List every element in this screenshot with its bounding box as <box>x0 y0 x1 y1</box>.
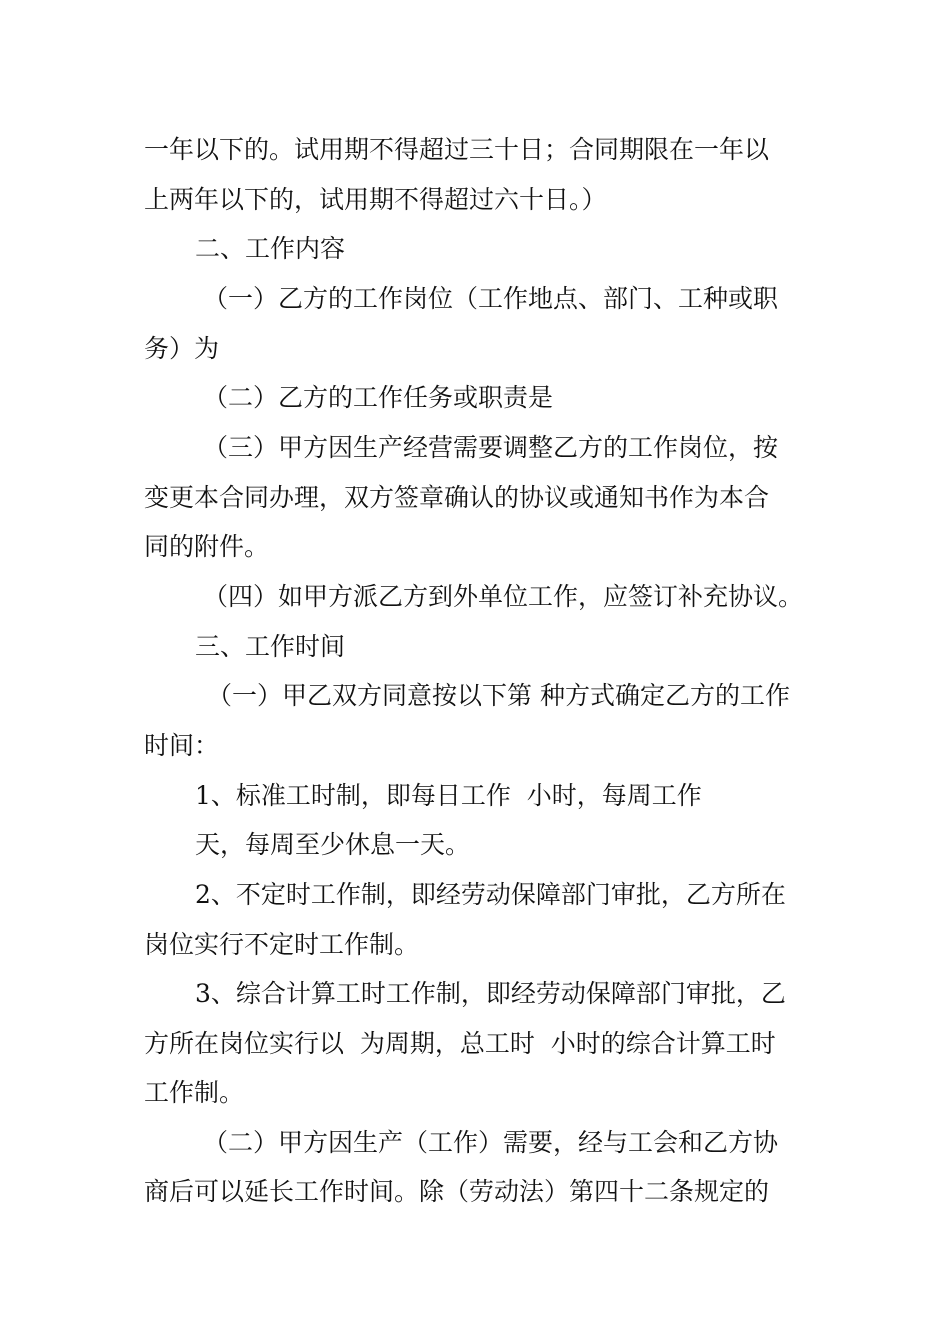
text-line: 1、标准工时制，即每日工作 小时，每周工作 <box>195 781 702 810</box>
text-line: 一年以下的。试用期不得超过三十日；合同期限在一年以 <box>144 135 770 164</box>
text-line: 岗位实行不定时工作制。 <box>144 930 420 959</box>
text-line: 变更本合同办理，双方签章确认的协议或通知书作为本合 <box>144 483 770 512</box>
text-line: 上两年以下的，试用期不得超过六十日。） <box>144 185 607 214</box>
text-line: 3、综合计算工时工作制，即经劳动保障部门审批，乙 <box>195 979 786 1008</box>
text-line: （二）乙方的工作任务或职责是 <box>203 383 554 412</box>
section-heading: 三、工作时间 <box>195 632 346 661</box>
text-line: 商后可以延长工作时间。除（劳动法）第四十二条规定的 <box>144 1177 770 1206</box>
text-line: 天，每周至少休息一天。 <box>195 830 471 859</box>
text-line: 方所在岗位实行以 为周期，总工时 小时的综合计算工时 <box>144 1029 776 1058</box>
text-line: 务）为 <box>144 334 220 363</box>
section-heading: 二、工作内容 <box>195 234 346 263</box>
text-line: 同的附件。 <box>144 532 270 561</box>
text-line: （二）甲方因生产（工作）需要，经与工会和乙方协 <box>203 1128 779 1157</box>
text-line: 2、不定时工作制，即经劳动保障部门审批，乙方所在 <box>195 880 786 909</box>
text-line: （一）甲乙双方同意按以下第 种方式确定乙方的工作 <box>207 681 790 710</box>
text-line: （一）乙方的工作岗位（工作地点、部门、工种或职 <box>203 284 779 313</box>
text-line: 时间： <box>144 731 220 760</box>
text-line: （四）如甲方派乙方到外单位工作，应签订补充协议。 <box>203 582 804 611</box>
text-line: （三）甲方因生产经营需要调整乙方的工作岗位，按 <box>203 433 779 462</box>
text-line: 工作制。 <box>144 1078 245 1107</box>
